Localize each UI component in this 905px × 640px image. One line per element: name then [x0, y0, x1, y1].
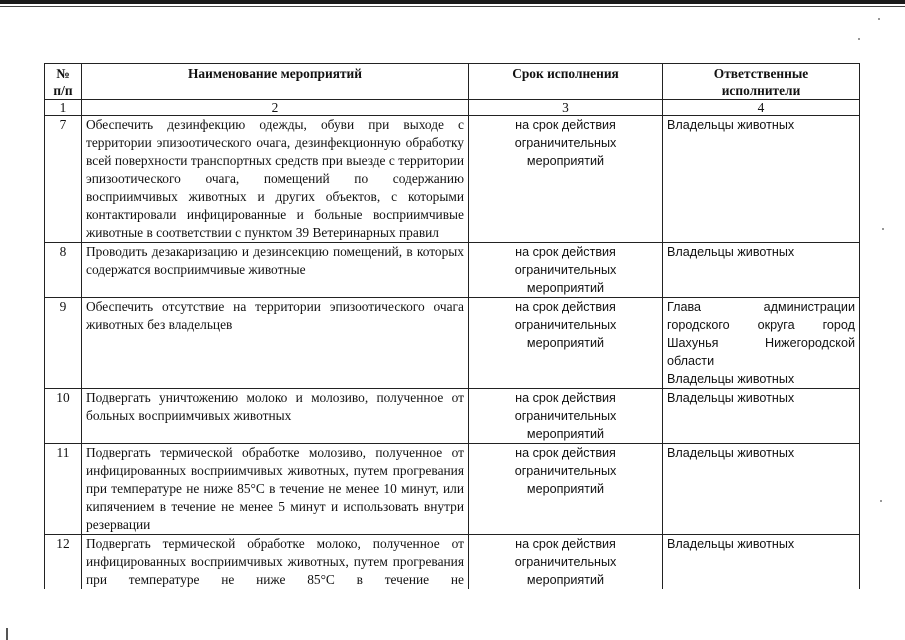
row-term-line: на срок действия	[515, 391, 616, 405]
table-row	[45, 298, 860, 389]
row-number: 8	[45, 243, 82, 298]
row-measure-text: Проводить дезакаризацию и дезинсекцию помещений, в которых содержатся восприимчивые животные	[86, 244, 464, 277]
row-responsible-authority: Глава администрации городского округа город Шахунья Нижегородской области	[667, 300, 855, 368]
row-term-line: мероприятий	[526, 427, 605, 441]
table-row	[45, 116, 860, 243]
row-responsible: Владельцы животных	[663, 389, 860, 444]
column-index: 1	[45, 100, 82, 116]
column-index: 2	[82, 100, 469, 116]
row-term-line: ограничительных	[514, 136, 617, 150]
row-number: 9	[45, 298, 82, 389]
header-responsible-line1: Ответственные	[713, 66, 809, 81]
top-border-rule	[0, 0, 905, 4]
row-term-line: на срок действия	[515, 118, 616, 132]
row-term	[469, 116, 663, 243]
table-header-row	[45, 64, 860, 100]
row-term	[469, 298, 663, 389]
header-number: № п/п	[45, 64, 82, 100]
table-row	[45, 243, 860, 298]
row-term-line: ограничительных	[514, 464, 617, 478]
row-responsible-owners: Владельцы животных	[667, 372, 795, 386]
scan-speck	[858, 38, 860, 40]
row-responsible: Владельцы животных	[663, 535, 860, 590]
column-index: 4	[663, 100, 860, 116]
row-responsible: Владельцы животных	[663, 116, 860, 243]
table-row	[45, 535, 860, 590]
row-number: 10	[45, 389, 82, 444]
header-term: Срок исполнения	[469, 64, 663, 100]
top-border-thin-rule	[0, 6, 905, 7]
row-term-line: на срок действия	[515, 537, 616, 551]
row-term-line: на срок действия	[515, 446, 616, 460]
row-term-line: мероприятий	[526, 482, 605, 496]
row-measure	[82, 389, 469, 444]
scan-speck	[878, 18, 880, 20]
row-term-line: мероприятий	[526, 573, 605, 587]
table-row	[45, 389, 860, 444]
row-term-line: ограничительных	[514, 409, 617, 423]
table-row	[45, 444, 860, 535]
column-index-row	[45, 100, 860, 116]
row-measure-text: Подвергать термической обработке молозиво, полученное от инфицированных восприимчивых животных, путем прогревания при температуре не ниже 85°С в течение не менее 10 минут, или кипячением в течение не менее 5 минут и использовать внутри резервации	[86, 445, 464, 532]
scan-speck	[882, 228, 884, 230]
row-measure	[82, 243, 469, 298]
row-term-line: на срок действия	[515, 300, 616, 314]
header-responsible-line2: исполнители	[721, 83, 801, 98]
row-measure-text: Подвергать термической обработке молоко, полученное от инфицированных восприимчивых животных, путем прогревания при температуре не ниже 85°С в течение не	[86, 536, 464, 587]
row-term	[469, 535, 663, 590]
row-term-line: мероприятий	[526, 154, 605, 168]
row-term	[469, 389, 663, 444]
row-measure	[82, 298, 469, 389]
scan-speck	[880, 500, 882, 502]
row-responsible: Владельцы животных	[663, 243, 860, 298]
row-term-line: ограничительных	[514, 318, 617, 332]
row-number: 7	[45, 116, 82, 243]
header-responsible	[663, 64, 860, 100]
row-responsible: Владельцы животных	[663, 444, 860, 535]
row-number: 11	[45, 444, 82, 535]
row-measure	[82, 116, 469, 243]
row-measure-text: Обеспечить дезинфекцию одежды, обуви при выходе с территории эпизоотического очага, дезинфекционную обработку всей поверхности транспортных средств при выезде с территории эпизоотического очага, помещений по содержанию восприимчивых животных и других объектов, с которыми контактировали инфицированные и больные восприимчивые животные в соответствии с пунктом 39 Ветеринарных правил	[86, 117, 464, 240]
header-measure-name: Наименование мероприятий	[82, 64, 469, 100]
row-term-line: ограничительных	[514, 263, 617, 277]
row-measure	[82, 535, 469, 590]
measures-table	[44, 63, 860, 589]
row-measure	[82, 444, 469, 535]
row-number: 12	[45, 535, 82, 590]
row-measure-text: Подвергать уничтожению молоко и молозиво, полученное от больных восприимчивых животных	[86, 390, 464, 423]
row-term	[469, 243, 663, 298]
column-index: 3	[469, 100, 663, 116]
row-term-line: ограничительных	[514, 555, 617, 569]
row-responsible	[663, 298, 860, 389]
row-term-line: на срок действия	[515, 245, 616, 259]
row-term-line: мероприятий	[526, 336, 605, 350]
row-measure-text: Обеспечить отсутствие на территории эпизоотического очага животных без владельцев	[86, 299, 464, 332]
row-term-line: мероприятий	[526, 281, 605, 295]
scan-margin-mark	[6, 628, 8, 640]
row-term	[469, 444, 663, 535]
